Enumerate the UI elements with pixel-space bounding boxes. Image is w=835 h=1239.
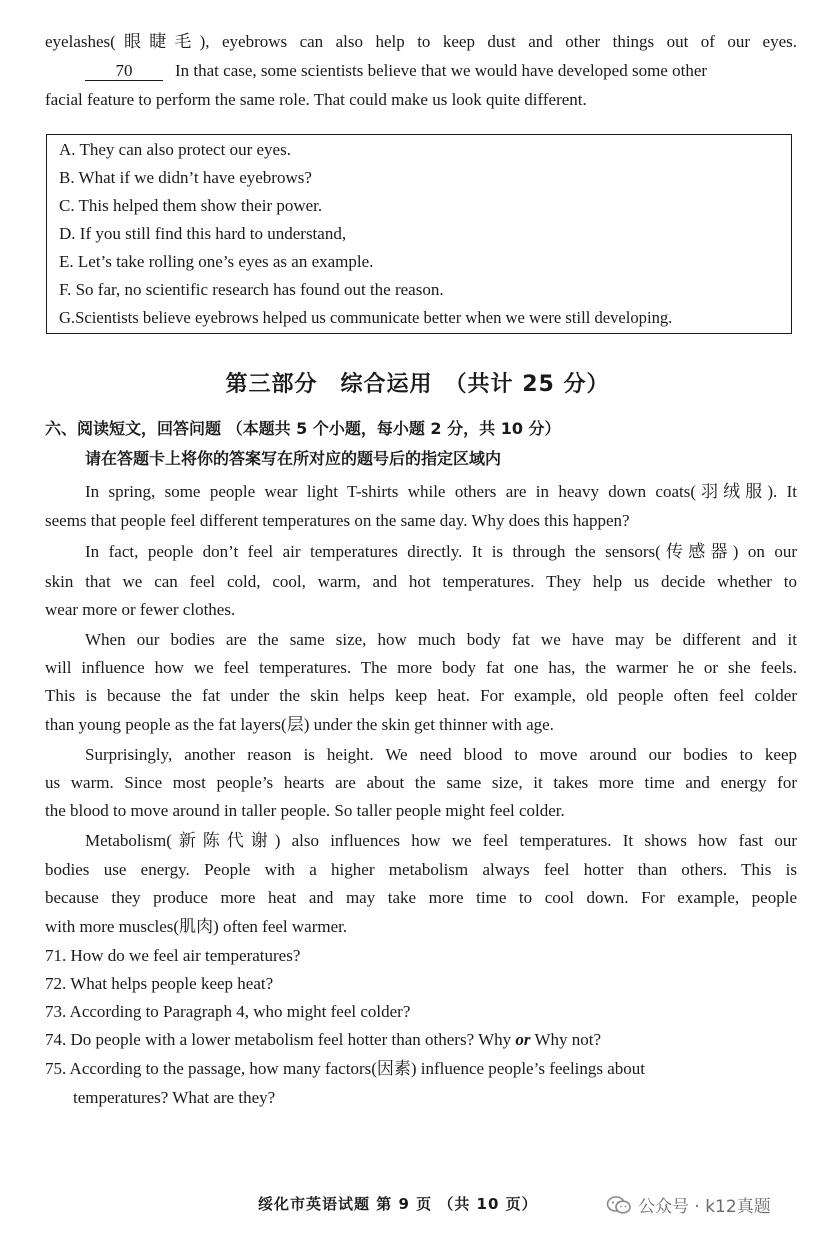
option-g: G.Scientists believe eyebrows helped us communicate better when we were still developing. [59,308,673,327]
paragraph-line: facial feature to perform the same role. That could make us look quite different. [45,90,587,109]
page-footer: 绥化市英语试题 第 9 页 （共 10 页） [258,1195,538,1213]
blank-line [85,60,797,82]
question-73: 73. According to Paragraph 4, who might feel colder? [45,1002,411,1021]
question-72: 72. What helps people keep heat? [45,974,274,993]
question-71: 71. How do we feel air temperatures? [45,946,301,965]
passage-line: This is because the fat under the skin helps keep heat. For example, old people often feel colder [45,686,797,705]
passage-line: us warm. Since most people’s hearts are about the same size, it takes more time and energy for [45,773,797,792]
paragraph-text: In that case, some scientists believe that we would have developed some other [175,61,708,80]
passage-line: Metabolism(新陈代谢) also influences how we feel temperatures. It shows how fast our [85,831,797,850]
answer-blank-70[interactable]: 70 [85,62,163,81]
option-d: D. If you still find this hard to understand, [59,224,347,243]
question-75-continued: temperatures? What are they? [73,1088,276,1107]
passage-line: In fact, people don’t feel air temperatures directly. It is through the sensors(传感器) on our [85,542,797,561]
question-74-or: or [515,1030,531,1049]
option-c: C. This helped them show their power. [59,196,323,215]
option-a: A. They can also protect our eyes. [59,140,291,159]
passage-line: When our bodies are the same size, how much body fat we have may be different and it [85,630,797,649]
options-box [46,134,792,334]
option-f: F. So far, no scientific research has found out the reason. [59,280,444,299]
wechat-watermark [606,1192,771,1217]
part-heading: 六、阅读短文，回答问题 （本题共 5 个小题，每小题 2 分，共 10 分） [45,419,561,438]
option-e: E. Let’s take rolling one’s eyes as an example. [59,252,374,271]
passage-line: seems that people feel different temperatures on the same day. Why does this happen? [45,511,630,530]
passage-line: the blood to move around in taller people. So taller people might feel colder. [45,801,565,820]
part-instruction: 请在答题卡上将你的答案写在所对应的题号后的指定区域内 [85,449,502,468]
watermark-text: 公众号 · k12真题 [638,1197,771,1217]
question-74-text-end: Why not? [530,1030,602,1049]
option-b: B. What if we didn’t have eyebrows? [59,168,312,187]
section-title: 第三部分 综合运用 （共计 25 分） [225,372,610,397]
passage-line: will influence how we feel temperatures. The more body fat one has, the warmer he or she feels. [45,658,797,677]
passage-line: Surprisingly, another reason is height. We need blood to move around our bodies to keep [85,745,797,764]
paragraph-line: eyelashes(眼睫毛), eyebrows can also help to keep dust and other things out of our eyes. [45,32,797,51]
passage-line: than young people as the fat layers(层) under the skin get thinner with age. [45,715,554,734]
passage-line: with more muscles(肌肉) often feel warmer. [45,917,348,936]
wechat-icon [606,1195,632,1215]
passage-line: wear more or fewer clothes. [45,600,236,619]
question-75: 75. According to the passage, how many factors(因素) influence people’s feelings about [45,1059,646,1078]
passage-line: In spring, some people wear light T-shirts while others are in heavy down coats(羽绒服). It [85,482,797,501]
question-74-text: 74. Do people with a lower metabolism feel hotter than others? Why [45,1030,516,1049]
passage-line: because they produce more heat and may take more time to cool down. For example, people [45,888,797,907]
question-74 [45,1029,601,1051]
passage-line: bodies use energy. People with a higher metabolism always feel hotter than others. This is [45,860,797,879]
passage-line: skin that we can feel cold, cool, warm, and hot temperatures. They help us decide whether to [45,572,797,591]
